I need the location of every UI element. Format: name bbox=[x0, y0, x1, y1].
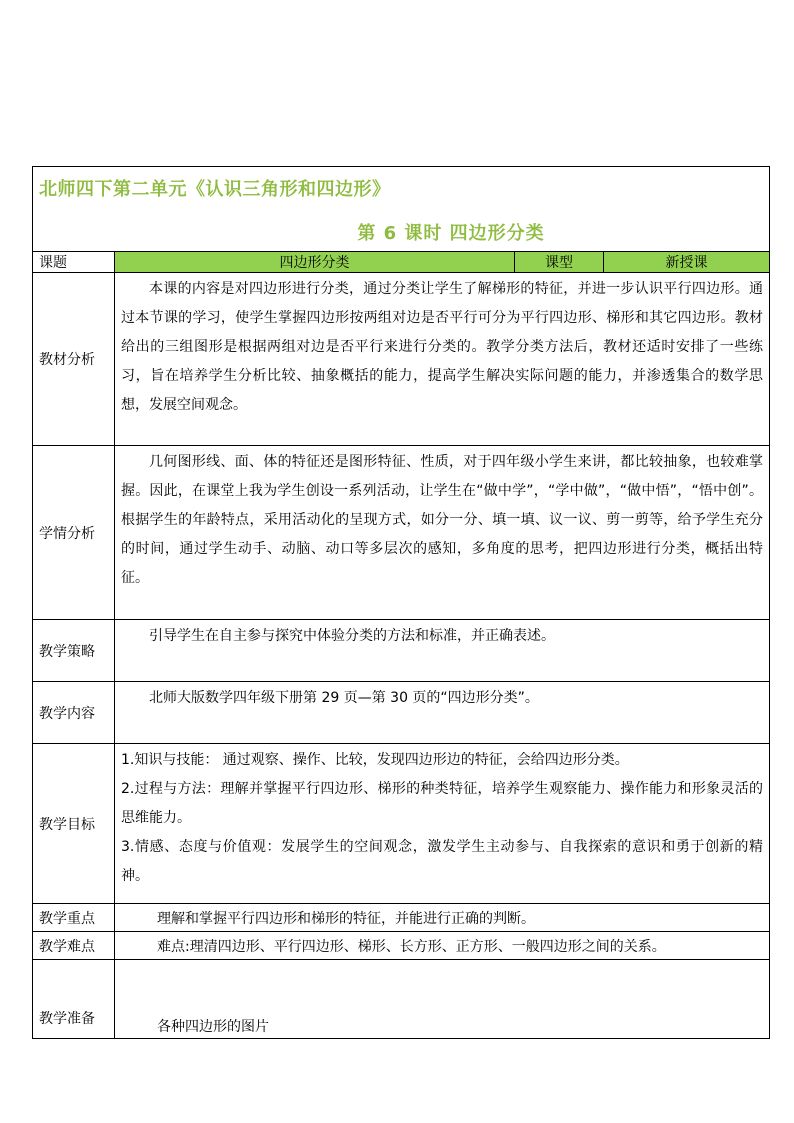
row-difficulties bbox=[33, 932, 770, 960]
title-cell bbox=[33, 167, 770, 252]
preparation-label: 教学准备 bbox=[33, 960, 115, 1039]
difficulties-label: 教学难点 bbox=[33, 932, 115, 960]
teaching-goals-text bbox=[115, 744, 770, 904]
row-textbook-analysis bbox=[33, 273, 770, 446]
row-teaching-strategy bbox=[33, 620, 770, 682]
topic-label: 课题 bbox=[33, 252, 115, 273]
goal-item-3: 3.情感、态度与价值观：发展学生的空间观念，激发学生主动参与、自我探索的意识和勇于创新的精神。 bbox=[121, 839, 763, 884]
type-value: 新授课 bbox=[604, 252, 770, 273]
row-preparation bbox=[33, 960, 770, 1039]
difficulties-text: 难点:理清四边形、平行四边形、梯形、长方形、正方形、一般四边形之间的关系。 bbox=[115, 932, 770, 960]
row-student-analysis bbox=[33, 446, 770, 620]
key-points-label: 教学重点 bbox=[33, 904, 115, 932]
teaching-strategy-label: 教学策略 bbox=[33, 620, 115, 682]
teaching-content-label: 教学内容 bbox=[33, 682, 115, 744]
row-teaching-content bbox=[33, 682, 770, 744]
key-points-text: 理解和掌握平行四边形和梯形的特征，并能进行正确的判断。 bbox=[115, 904, 770, 932]
row-teaching-goals bbox=[33, 744, 770, 904]
lesson-plan-sheet bbox=[32, 166, 769, 1039]
lesson-plan-table bbox=[32, 166, 770, 1039]
teaching-strategy-text: 引导学生在自主参与探究中体验分类的方法和标准，并正确表述。 bbox=[115, 620, 770, 682]
header-row bbox=[33, 252, 770, 273]
teaching-content-text: 北师大版数学四年级下册第 29 页—第 30 页的“四边形分类”。 bbox=[115, 682, 770, 744]
lesson-title: 第 6 课时 四边形分类 bbox=[357, 223, 545, 244]
unit-title: 北师四下第二单元《认识三角形和四边形》 bbox=[39, 179, 391, 200]
student-analysis-label: 学情分析 bbox=[33, 446, 115, 620]
goal-item-1: 1.知识与技能： 通过观察、操作、比较，发现四边形边的特征，会给四边形分类。 bbox=[121, 752, 629, 768]
preparation-text: 各种四边形的图片 bbox=[115, 960, 770, 1039]
row-key-points bbox=[33, 904, 770, 932]
textbook-analysis-label: 教材分析 bbox=[33, 273, 115, 446]
topic-value: 四边形分类 bbox=[115, 252, 515, 273]
type-label: 课型 bbox=[515, 252, 604, 273]
teaching-goals-label: 教学目标 bbox=[33, 744, 115, 904]
goal-item-2: 2.过程与方法：理解并掌握平行四边形、梯形的种类特征，培养学生观察能力、操作能力和形象灵活的思维能力。 bbox=[121, 781, 763, 826]
student-analysis-text: 几何图形线、面、体的特征还是图形特征、性质，对于四年级小学生来讲，都比较抽象，也较难掌握。因此，在课堂上我为学生创设一系列活动，让学生在“做中学”，“学中做”，“做中悟”，“悟中创”。根据学生的年龄特点，采用活动化的呈现方式，如分一分、填一填、议一议、剪一剪等，给予学生充分的时间，通过学生动手、动脑、动口等多层次的感知，多角度的思考，把四边形进行分类，概括出特征。 bbox=[115, 446, 770, 620]
textbook-analysis-text: 本课的内容是对四边形进行分类，通过分类让学生了解梯形的特征，并进一步认识平行四边形。通过本节课的学习，使学生掌握四边形按两组对边是否平行可分为平行四边形、梯形和其它四边形。教材给出的三组图形是根据两组对边是否平行来进行分类的。教学分类方法后，教材还适时安排了一些练习，旨在培养学生分析比较、抽象概括的能力，提高学生解决实际问题的能力，并渗透集合的数学思想，发展空间观念。 bbox=[115, 273, 770, 446]
